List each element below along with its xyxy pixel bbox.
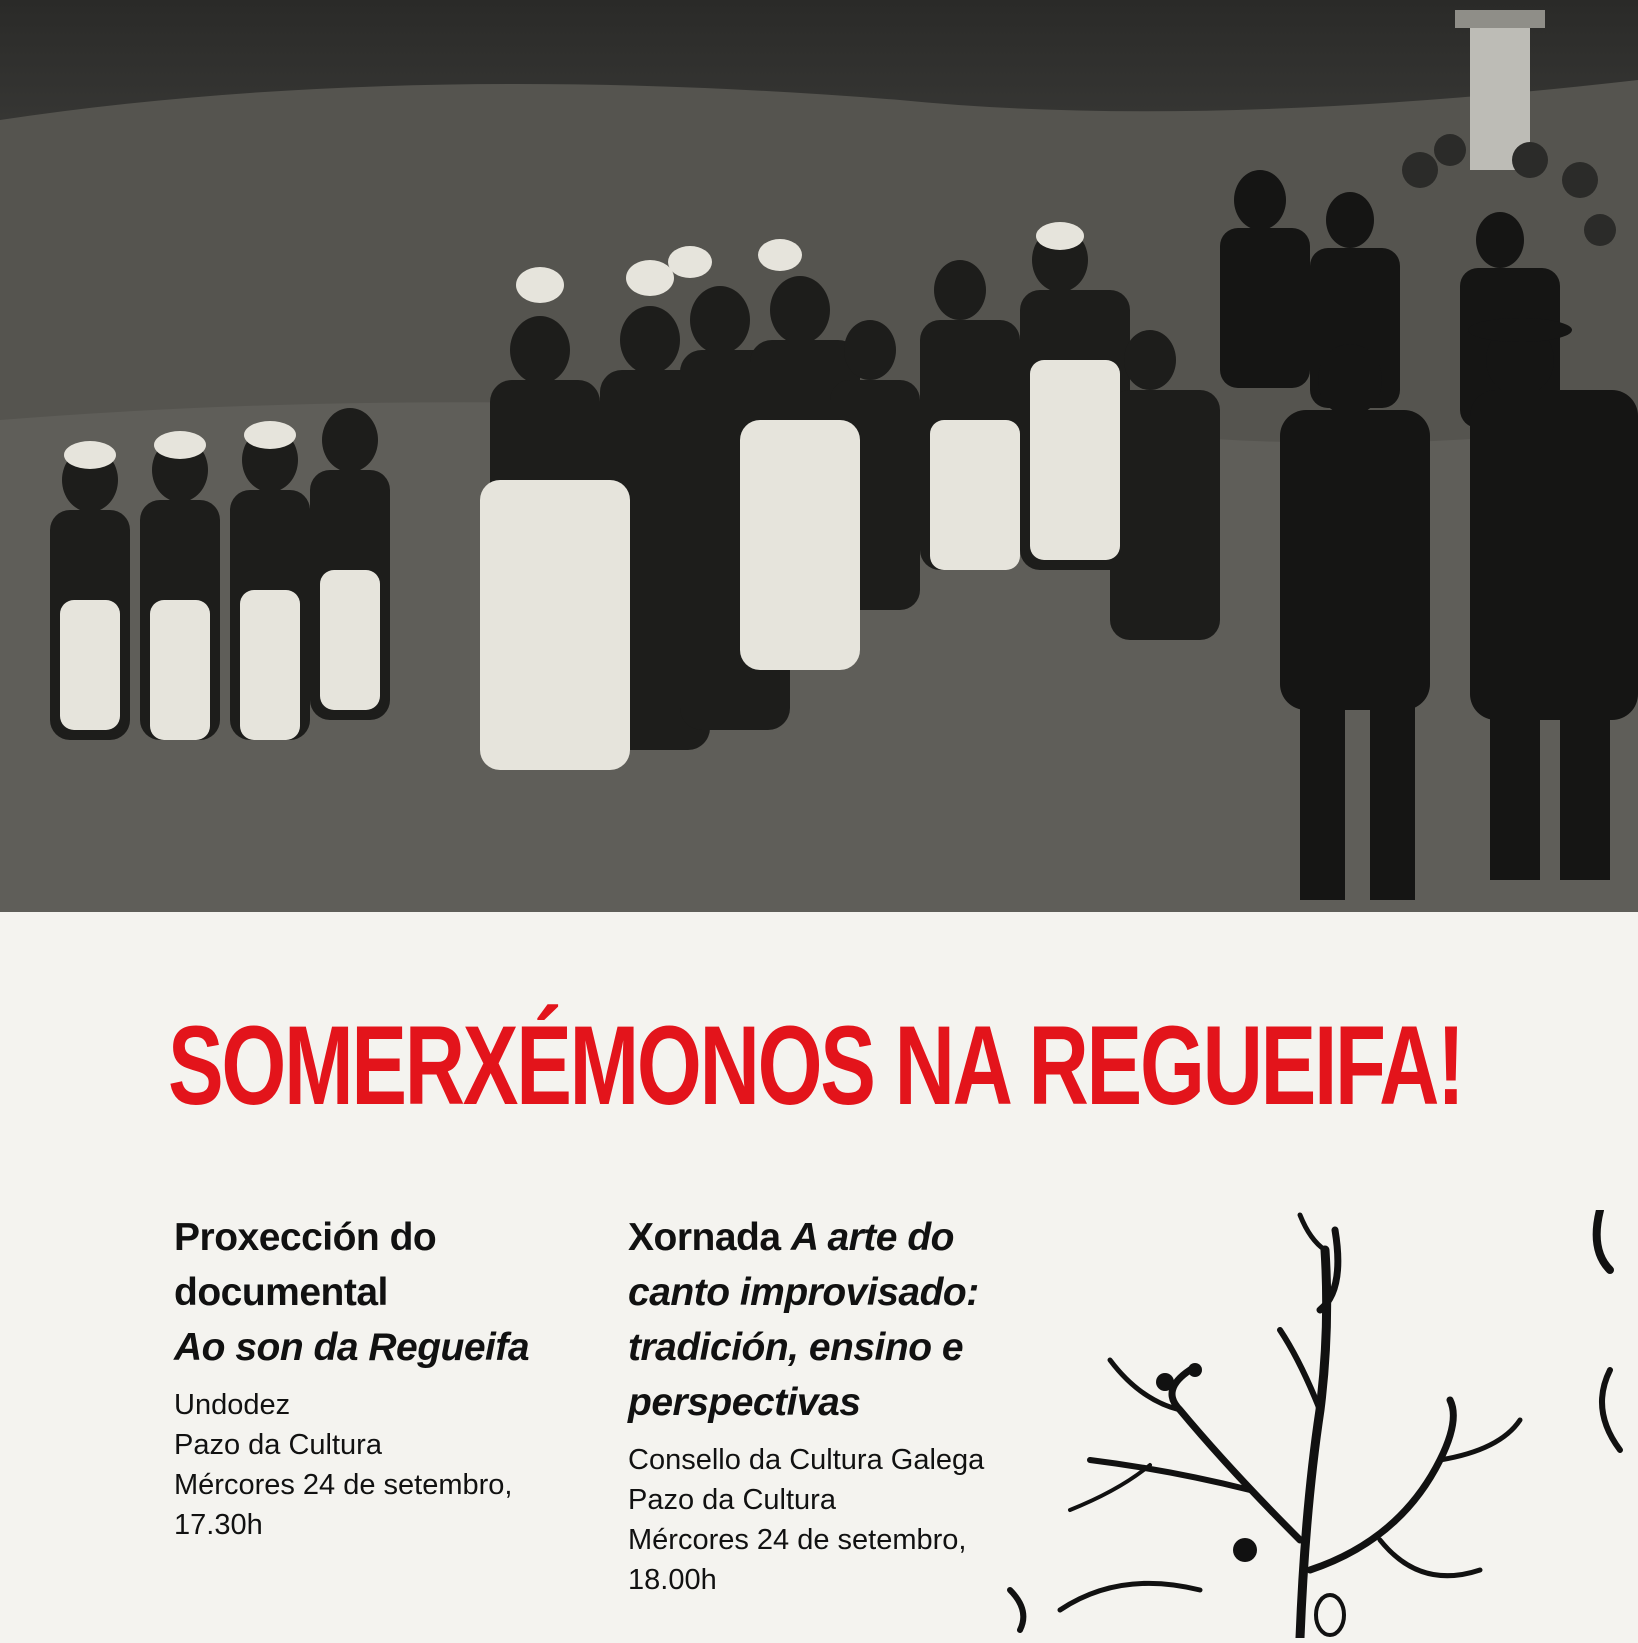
event-title-italic: Ao son da Regueifa bbox=[174, 1326, 530, 1369]
event-date: Mércores 24 de setembro, bbox=[174, 1469, 513, 1501]
event-venue: Pazo da Cultura bbox=[174, 1429, 382, 1461]
event-time: 18.00h bbox=[628, 1564, 717, 1596]
event-date: Mércores 24 de setembro, bbox=[628, 1524, 967, 1556]
event-title bbox=[628, 1210, 1058, 1430]
branch-illustration bbox=[1000, 1210, 1638, 1638]
event-title-plain: Xornada bbox=[628, 1216, 781, 1259]
event-venue: Pazo da Cultura bbox=[628, 1484, 836, 1516]
event-details bbox=[174, 1385, 594, 1545]
headline: SOMERXÉMONOS NA REGUEIFA! bbox=[168, 1003, 1463, 1128]
event-organizer: Consello da Cultura Galega bbox=[628, 1444, 985, 1476]
event-documentary bbox=[174, 1210, 594, 1545]
event-organizer: Undodez bbox=[174, 1389, 291, 1421]
event-title-plain: Proxección do documental bbox=[174, 1216, 437, 1314]
event-conference bbox=[628, 1210, 1058, 1600]
event-title bbox=[174, 1210, 594, 1375]
event-title-italic: A arte do canto improvisado: tradición, ensino e perspectivas bbox=[628, 1216, 979, 1424]
event-time: 17.30h bbox=[174, 1509, 263, 1541]
event-details bbox=[628, 1440, 1058, 1600]
